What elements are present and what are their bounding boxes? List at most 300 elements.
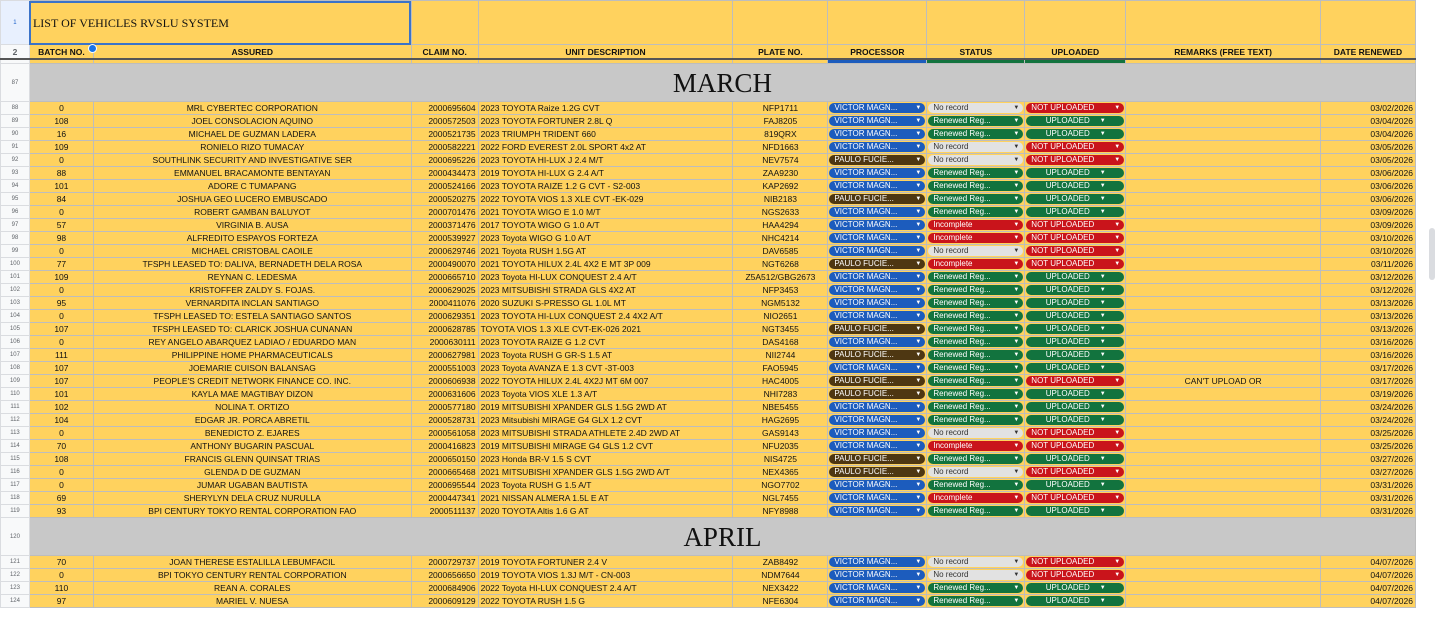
processor-dropdown-chip[interactable]	[829, 480, 925, 490]
row-number[interactable]: 118	[1, 492, 30, 505]
uploaded-dropdown-chip[interactable]	[1026, 350, 1124, 360]
status-dropdown-chip[interactable]	[928, 324, 1023, 334]
status-cell[interactable]	[927, 232, 1025, 245]
claim-cell[interactable]: 2000521735	[411, 128, 478, 141]
processor-cell[interactable]	[828, 180, 927, 193]
dropdown-arrow-icon[interactable]: ▼	[915, 482, 922, 488]
unit-cell[interactable]: 2023 TOYOTA HI-LUX J 2.4 M/T	[478, 154, 733, 167]
plate-cell[interactable]: ZAB8492	[733, 556, 828, 569]
uploaded-cell[interactable]	[1025, 245, 1126, 258]
dropdown-arrow-icon[interactable]: ▼	[915, 261, 922, 267]
assured-cell[interactable]: REY ANGELO ABARQUEZ LADIAO / EDUARDO MAN	[93, 336, 411, 349]
remarks-cell[interactable]	[1126, 102, 1321, 115]
status-dropdown-chip[interactable]	[928, 415, 1023, 425]
batch-cell[interactable]: 109	[29, 271, 93, 284]
unit-cell[interactable]: 2023 Toyota HI-LUX CONQUEST 2.4 A/T	[478, 271, 733, 284]
uploaded-cell[interactable]	[1025, 232, 1126, 245]
plate-cell[interactable]: DAS4168	[733, 336, 828, 349]
batch-cell[interactable]: 108	[29, 453, 93, 466]
processor-cell[interactable]	[828, 336, 927, 349]
plate-cell[interactable]: FAJ8205	[733, 115, 828, 128]
dropdown-arrow-icon[interactable]: ▼	[1013, 157, 1020, 163]
uploaded-cell[interactable]	[1025, 284, 1126, 297]
status-dropdown-chip[interactable]	[928, 583, 1023, 593]
dropdown-arrow-icon[interactable]: ▼	[1013, 209, 1020, 215]
unit-cell[interactable]: 2023 MITSUBISHI STRADA ATHLETE 2.4D 2WD AT	[478, 427, 733, 440]
assured-cell[interactable]: BENEDICTO Z. EJARES	[93, 427, 411, 440]
claim-cell[interactable]: 2000447341	[411, 492, 478, 505]
dropdown-arrow-icon[interactable]: ▼	[915, 131, 922, 137]
plate-cell[interactable]: HAA4294	[733, 219, 828, 232]
date-cell[interactable]: 03/06/2026	[1321, 180, 1416, 193]
uploaded-cell[interactable]	[1025, 336, 1126, 349]
uploaded-dropdown-chip[interactable]	[1026, 194, 1124, 204]
uploaded-dropdown-chip[interactable]	[1026, 402, 1124, 412]
status-dropdown-chip[interactable]	[928, 570, 1023, 580]
dropdown-arrow-icon[interactable]: ▼	[915, 430, 922, 436]
processor-dropdown-chip[interactable]	[829, 220, 925, 230]
status-dropdown-chip[interactable]	[928, 480, 1023, 490]
plate-cell[interactable]: NEV7574	[733, 154, 828, 167]
batch-cell[interactable]: 0	[29, 427, 93, 440]
uploaded-dropdown-chip[interactable]	[1026, 246, 1124, 256]
row-number[interactable]: 117	[1, 479, 30, 492]
uploaded-cell[interactable]	[1025, 582, 1126, 595]
dropdown-arrow-icon[interactable]: ▼	[1013, 222, 1020, 228]
uploaded-dropdown-chip[interactable]	[1026, 506, 1124, 516]
claim-cell[interactable]: 2000629351	[411, 310, 478, 323]
assured-cell[interactable]: JOEMARIE CUISON BALANSAG	[93, 362, 411, 375]
processor-cell[interactable]	[828, 427, 927, 440]
status-dropdown-chip[interactable]	[928, 207, 1023, 217]
uploaded-dropdown-chip[interactable]	[1026, 389, 1124, 399]
date-cell[interactable]: 03/10/2026	[1321, 245, 1416, 258]
uploaded-dropdown-chip[interactable]	[1026, 168, 1124, 178]
plate-cell[interactable]: NGO7702	[733, 479, 828, 492]
dropdown-arrow-icon[interactable]: ▼	[1099, 209, 1106, 215]
plate-cell[interactable]: NHI7283	[733, 388, 828, 401]
dropdown-arrow-icon[interactable]: ▼	[915, 495, 922, 501]
date-cell[interactable]: 03/04/2026	[1321, 128, 1416, 141]
processor-cell[interactable]	[828, 154, 927, 167]
plate-cell[interactable]: HAC4005	[733, 375, 828, 388]
row-number[interactable]: 96	[1, 206, 30, 219]
processor-cell[interactable]	[828, 258, 927, 271]
unit-cell[interactable]: 2021 Toyota RUSH 1.5G AT	[478, 245, 733, 258]
date-cell[interactable]: 03/25/2026	[1321, 440, 1416, 453]
unit-cell[interactable]: 2022 FORD EVEREST 2.0L SPORT 4x2 AT	[478, 141, 733, 154]
dropdown-arrow-icon[interactable]: ▼	[1099, 287, 1106, 293]
claim-cell[interactable]: 2000551003	[411, 362, 478, 375]
uploaded-dropdown-chip[interactable]	[1026, 220, 1124, 230]
status-dropdown-chip[interactable]	[928, 428, 1023, 438]
assured-cell[interactable]: BPI CENTURY TOKYO RENTAL CORPORATION FAO	[93, 505, 411, 518]
claim-cell[interactable]: 2000411076	[411, 297, 478, 310]
claim-cell[interactable]: 2000577180	[411, 401, 478, 414]
cell[interactable]	[1126, 1, 1321, 45]
remarks-cell[interactable]	[1126, 336, 1321, 349]
plate-cell[interactable]: KAP2692	[733, 180, 828, 193]
uploaded-cell[interactable]	[1025, 167, 1126, 180]
batch-cell[interactable]: 107	[29, 323, 93, 336]
processor-dropdown-chip[interactable]	[829, 337, 925, 347]
dropdown-arrow-icon[interactable]: ▼	[1099, 598, 1106, 604]
processor-cell[interactable]	[828, 232, 927, 245]
status-cell[interactable]	[927, 193, 1025, 206]
date-cell[interactable]: 03/06/2026	[1321, 167, 1416, 180]
date-cell[interactable]: 03/19/2026	[1321, 388, 1416, 401]
cell[interactable]	[478, 1, 733, 45]
batch-cell[interactable]: 0	[29, 102, 93, 115]
batch-cell[interactable]: 108	[29, 115, 93, 128]
uploaded-dropdown-chip[interactable]	[1026, 441, 1124, 451]
plate-cell[interactable]: NFP3453	[733, 284, 828, 297]
row-number[interactable]: 120	[1, 518, 30, 556]
uploaded-cell[interactable]	[1025, 414, 1126, 427]
uploaded-cell[interactable]	[1025, 115, 1126, 128]
dropdown-arrow-icon[interactable]: ▼	[1099, 417, 1106, 423]
batch-cell[interactable]: 84	[29, 193, 93, 206]
processor-cell[interactable]	[828, 492, 927, 505]
status-cell[interactable]	[927, 466, 1025, 479]
dropdown-arrow-icon[interactable]: ▼	[1099, 300, 1106, 306]
dropdown-arrow-icon[interactable]: ▼	[915, 209, 922, 215]
processor-cell[interactable]	[828, 440, 927, 453]
row-number[interactable]: 122	[1, 569, 30, 582]
unit-cell[interactable]: 2023 TOYOTA RAIZE 1.2 G CVT - S2-003	[478, 180, 733, 193]
status-dropdown-chip[interactable]	[928, 363, 1023, 373]
status-dropdown-chip[interactable]	[928, 168, 1023, 178]
status-cell[interactable]	[927, 154, 1025, 167]
batch-cell[interactable]: 0	[29, 206, 93, 219]
dropdown-arrow-icon[interactable]: ▼	[1013, 391, 1020, 397]
uploaded-cell[interactable]	[1025, 362, 1126, 375]
row-number[interactable]: 105	[1, 323, 30, 336]
dropdown-arrow-icon[interactable]: ▼	[1114, 572, 1121, 578]
plate-cell[interactable]: NIB2183	[733, 193, 828, 206]
header-batch-no[interactable]: BATCH NO.	[29, 45, 93, 60]
remarks-cell[interactable]	[1126, 505, 1321, 518]
claim-cell[interactable]: 2000701476	[411, 206, 478, 219]
plate-cell[interactable]: 819QRX	[733, 128, 828, 141]
unit-cell[interactable]: 2022 TOYOTA HILUX 2.4L 4X2J MT 6M 007	[478, 375, 733, 388]
dropdown-arrow-icon[interactable]: ▼	[1013, 559, 1020, 565]
row-number[interactable]: 106	[1, 336, 30, 349]
remarks-cell[interactable]	[1126, 245, 1321, 258]
processor-dropdown-chip[interactable]	[829, 428, 925, 438]
remarks-cell[interactable]	[1126, 401, 1321, 414]
dropdown-arrow-icon[interactable]: ▼	[1099, 274, 1106, 280]
remarks-cell[interactable]	[1126, 297, 1321, 310]
assured-cell[interactable]: SOUTHLINK SECURITY AND INVESTIGATIVE SER	[93, 154, 411, 167]
status-cell[interactable]	[927, 206, 1025, 219]
claim-cell[interactable]: 2000524166	[411, 180, 478, 193]
row-number[interactable]: 119	[1, 505, 30, 518]
remarks-cell[interactable]	[1126, 427, 1321, 440]
unit-cell[interactable]: 2022 Toyota HI-LUX CONQUEST 2.4 A/T	[478, 582, 733, 595]
status-cell[interactable]	[927, 128, 1025, 141]
batch-cell[interactable]: 93	[29, 505, 93, 518]
date-cell[interactable]: 03/24/2026	[1321, 401, 1416, 414]
date-cell[interactable]: 03/31/2026	[1321, 505, 1416, 518]
batch-cell[interactable]: 97	[29, 595, 93, 608]
dropdown-arrow-icon[interactable]: ▼	[1013, 144, 1020, 150]
dropdown-arrow-icon[interactable]: ▼	[1099, 585, 1106, 591]
dropdown-arrow-icon[interactable]: ▼	[1013, 118, 1020, 124]
uploaded-dropdown-chip[interactable]	[1026, 376, 1124, 386]
uploaded-dropdown-chip[interactable]	[1026, 337, 1124, 347]
status-cell[interactable]	[927, 323, 1025, 336]
dropdown-arrow-icon[interactable]: ▼	[1013, 313, 1020, 319]
dropdown-arrow-icon[interactable]: ▼	[1114, 105, 1121, 111]
date-cell[interactable]: 03/25/2026	[1321, 427, 1416, 440]
status-dropdown-chip[interactable]	[928, 103, 1023, 113]
remarks-cell[interactable]	[1126, 362, 1321, 375]
plate-cell[interactable]: NDM7644	[733, 569, 828, 582]
uploaded-dropdown-chip[interactable]	[1026, 493, 1124, 503]
status-cell[interactable]	[927, 141, 1025, 154]
uploaded-dropdown-chip[interactable]	[1026, 103, 1124, 113]
date-cell[interactable]: 04/07/2026	[1321, 556, 1416, 569]
uploaded-dropdown-chip[interactable]	[1026, 155, 1124, 165]
processor-dropdown-chip[interactable]	[829, 363, 925, 373]
plate-cell[interactable]: NII2744	[733, 349, 828, 362]
dropdown-arrow-icon[interactable]: ▼	[1013, 430, 1020, 436]
dropdown-arrow-icon[interactable]: ▼	[1013, 352, 1020, 358]
dropdown-arrow-icon[interactable]: ▼	[915, 598, 922, 604]
status-cell[interactable]	[927, 401, 1025, 414]
processor-cell[interactable]	[828, 569, 927, 582]
claim-cell[interactable]: 2000539927	[411, 232, 478, 245]
processor-dropdown-chip[interactable]	[829, 116, 925, 126]
processor-dropdown-chip[interactable]	[829, 103, 925, 113]
uploaded-cell[interactable]	[1025, 297, 1126, 310]
row-number[interactable]: 97	[1, 219, 30, 232]
dropdown-arrow-icon[interactable]: ▼	[1099, 183, 1106, 189]
dropdown-arrow-icon[interactable]: ▼	[1099, 131, 1106, 137]
dropdown-arrow-icon[interactable]: ▼	[1013, 196, 1020, 202]
status-dropdown-chip[interactable]	[928, 142, 1023, 152]
dropdown-arrow-icon[interactable]: ▼	[1114, 430, 1121, 436]
row-number[interactable]: 98	[1, 232, 30, 245]
processor-dropdown-chip[interactable]	[829, 207, 925, 217]
status-dropdown-chip[interactable]	[928, 441, 1023, 451]
remarks-cell[interactable]	[1126, 349, 1321, 362]
dropdown-arrow-icon[interactable]: ▼	[1013, 339, 1020, 345]
unit-cell[interactable]: 2019 TOYOTA HI-LUX G 2.4 A/T	[478, 167, 733, 180]
plate-cell[interactable]: HAG2695	[733, 414, 828, 427]
remarks-cell[interactable]	[1126, 595, 1321, 608]
uploaded-dropdown-chip[interactable]	[1026, 285, 1124, 295]
batch-cell[interactable]: 70	[29, 556, 93, 569]
header-claim-no[interactable]: CLAIM NO.	[411, 45, 478, 60]
assured-cell[interactable]: TFSPH LEASED TO: ESTELA SANTIAGO SANTOS	[93, 310, 411, 323]
unit-cell[interactable]: TOYOTA VIOS 1.3 XLE CVT-EK-026 2021	[478, 323, 733, 336]
processor-cell[interactable]	[828, 582, 927, 595]
remarks-cell[interactable]	[1126, 323, 1321, 336]
dropdown-arrow-icon[interactable]: ▼	[1114, 248, 1121, 254]
batch-cell[interactable]: 98	[29, 232, 93, 245]
status-cell[interactable]	[927, 271, 1025, 284]
uploaded-cell[interactable]	[1025, 595, 1126, 608]
processor-dropdown-chip[interactable]	[829, 506, 925, 516]
dropdown-arrow-icon[interactable]: ▼	[1099, 404, 1106, 410]
uploaded-cell[interactable]	[1025, 102, 1126, 115]
dropdown-arrow-icon[interactable]: ▼	[915, 339, 922, 345]
remarks-cell[interactable]	[1126, 453, 1321, 466]
claim-cell[interactable]: 2000627981	[411, 349, 478, 362]
dropdown-arrow-icon[interactable]: ▼	[915, 585, 922, 591]
plate-cell[interactable]: NEX4365	[733, 466, 828, 479]
claim-cell[interactable]: 2000729737	[411, 556, 478, 569]
dropdown-arrow-icon[interactable]: ▼	[915, 508, 922, 514]
dropdown-arrow-icon[interactable]: ▼	[915, 404, 922, 410]
assured-cell[interactable]: TFSPH LEASED TO: CLARICK JOSHUA CUNANAN	[93, 323, 411, 336]
assured-cell[interactable]: ROBERT GAMBAN BALUYOT	[93, 206, 411, 219]
dropdown-arrow-icon[interactable]: ▼	[915, 391, 922, 397]
dropdown-arrow-icon[interactable]: ▼	[1013, 508, 1020, 514]
status-dropdown-chip[interactable]	[928, 596, 1023, 606]
assured-cell[interactable]: MARIEL V. NUESA	[93, 595, 411, 608]
uploaded-cell[interactable]	[1025, 310, 1126, 323]
processor-dropdown-chip[interactable]	[829, 272, 925, 282]
header-date-renewed[interactable]: DATE RENEWED	[1321, 45, 1416, 60]
batch-cell[interactable]: 109	[29, 141, 93, 154]
remarks-cell[interactable]	[1126, 440, 1321, 453]
uploaded-cell[interactable]	[1025, 569, 1126, 582]
cell[interactable]	[927, 1, 1025, 45]
remarks-cell[interactable]: CAN'T UPLOAD OR	[1126, 375, 1321, 388]
claim-cell[interactable]: 2000434473	[411, 167, 478, 180]
processor-cell[interactable]	[828, 556, 927, 569]
plate-cell[interactable]: FAO5945	[733, 362, 828, 375]
processor-dropdown-chip[interactable]	[829, 415, 925, 425]
claim-cell[interactable]: 2000416823	[411, 440, 478, 453]
processor-cell[interactable]	[828, 323, 927, 336]
status-dropdown-chip[interactable]	[928, 116, 1023, 126]
dropdown-arrow-icon[interactable]: ▼	[1013, 495, 1020, 501]
date-cell[interactable]: 03/12/2026	[1321, 271, 1416, 284]
status-dropdown-chip[interactable]	[928, 181, 1023, 191]
uploaded-cell[interactable]	[1025, 141, 1126, 154]
dropdown-arrow-icon[interactable]: ▼	[1013, 183, 1020, 189]
dropdown-arrow-icon[interactable]: ▼	[1099, 391, 1106, 397]
remarks-cell[interactable]	[1126, 556, 1321, 569]
assured-cell[interactable]: JOEL CONSOLACION AQUINO	[93, 115, 411, 128]
assured-cell[interactable]: REYNAN C. LEDESMA	[93, 271, 411, 284]
dropdown-arrow-icon[interactable]: ▼	[1013, 469, 1020, 475]
plate-cell[interactable]: NGM5132	[733, 297, 828, 310]
date-cell[interactable]: 03/10/2026	[1321, 232, 1416, 245]
dropdown-arrow-icon[interactable]: ▼	[915, 235, 922, 241]
status-dropdown-chip[interactable]	[928, 233, 1023, 243]
batch-cell[interactable]: 0	[29, 466, 93, 479]
processor-cell[interactable]	[828, 115, 927, 128]
uploaded-cell[interactable]	[1025, 505, 1126, 518]
remarks-cell[interactable]	[1126, 167, 1321, 180]
unit-cell[interactable]: 2023 Toyota RUSH G 1.5 A/T	[478, 479, 733, 492]
assured-cell[interactable]: BPI TOKYO CENTURY RENTAL CORPORATION	[93, 569, 411, 582]
dropdown-arrow-icon[interactable]: ▼	[1099, 456, 1106, 462]
uploaded-cell[interactable]	[1025, 453, 1126, 466]
dropdown-arrow-icon[interactable]: ▼	[915, 222, 922, 228]
date-cell[interactable]: 03/13/2026	[1321, 297, 1416, 310]
status-cell[interactable]	[927, 310, 1025, 323]
cell[interactable]	[411, 1, 478, 45]
uploaded-dropdown-chip[interactable]	[1026, 207, 1124, 217]
unit-cell[interactable]: 2017 TOYOTA WIGO G 1.0 A/T	[478, 219, 733, 232]
remarks-cell[interactable]	[1126, 232, 1321, 245]
batch-cell[interactable]: 107	[29, 362, 93, 375]
dropdown-arrow-icon[interactable]: ▼	[1013, 105, 1020, 111]
uploaded-cell[interactable]	[1025, 440, 1126, 453]
uploaded-cell[interactable]	[1025, 479, 1126, 492]
claim-cell[interactable]: 2000371476	[411, 219, 478, 232]
uploaded-cell[interactable]	[1025, 388, 1126, 401]
date-cell[interactable]: 03/17/2026	[1321, 375, 1416, 388]
assured-cell[interactable]: SHERYLYN DELA CRUZ NURULLA	[93, 492, 411, 505]
status-cell[interactable]	[927, 297, 1025, 310]
processor-dropdown-chip[interactable]	[829, 233, 925, 243]
processor-dropdown-chip[interactable]	[829, 129, 925, 139]
uploaded-dropdown-chip[interactable]	[1026, 272, 1124, 282]
batch-cell[interactable]: 0	[29, 154, 93, 167]
row-number[interactable]: 112	[1, 414, 30, 427]
status-dropdown-chip[interactable]	[928, 311, 1023, 321]
status-cell[interactable]	[927, 336, 1025, 349]
uploaded-dropdown-chip[interactable]	[1026, 363, 1124, 373]
claim-cell[interactable]: 2000609129	[411, 595, 478, 608]
status-dropdown-chip[interactable]	[928, 259, 1023, 269]
batch-cell[interactable]: 107	[29, 375, 93, 388]
assured-cell[interactable]: ANTHONY BUGARIN PASCUAL	[93, 440, 411, 453]
remarks-cell[interactable]	[1126, 492, 1321, 505]
status-cell[interactable]	[927, 258, 1025, 271]
processor-dropdown-chip[interactable]	[829, 246, 925, 256]
row-number[interactable]: 99	[1, 245, 30, 258]
status-dropdown-chip[interactable]	[928, 402, 1023, 412]
status-dropdown-chip[interactable]	[928, 493, 1023, 503]
processor-dropdown-chip[interactable]	[829, 596, 925, 606]
plate-cell[interactable]: NGS2633	[733, 206, 828, 219]
processor-dropdown-chip[interactable]	[829, 441, 925, 451]
status-dropdown-chip[interactable]	[928, 454, 1023, 464]
unit-cell[interactable]: 2019 TOYOTA VIOS 1.3J M/T - CN-003	[478, 569, 733, 582]
uploaded-dropdown-chip[interactable]	[1026, 454, 1124, 464]
uploaded-dropdown-chip[interactable]	[1026, 298, 1124, 308]
claim-cell[interactable]: 2000665468	[411, 466, 478, 479]
processor-cell[interactable]	[828, 466, 927, 479]
dropdown-arrow-icon[interactable]: ▼	[915, 378, 922, 384]
unit-cell[interactable]: 2023 Honda BR-V 1.5 S CVT	[478, 453, 733, 466]
unit-cell[interactable]: 2021 TOYOTA WIGO E 1.0 M/T	[478, 206, 733, 219]
cell[interactable]	[1321, 1, 1416, 45]
dropdown-arrow-icon[interactable]: ▼	[1099, 313, 1106, 319]
selection-fill-handle[interactable]	[88, 44, 97, 53]
claim-cell[interactable]: 2000528731	[411, 414, 478, 427]
dropdown-arrow-icon[interactable]: ▼	[915, 443, 922, 449]
claim-cell[interactable]: 2000629025	[411, 284, 478, 297]
row-number[interactable]: 116	[1, 466, 30, 479]
plate-cell[interactable]: DAV6585	[733, 245, 828, 258]
processor-dropdown-chip[interactable]	[829, 350, 925, 360]
dropdown-arrow-icon[interactable]: ▼	[1013, 300, 1020, 306]
uploaded-cell[interactable]	[1025, 206, 1126, 219]
processor-cell[interactable]	[828, 284, 927, 297]
processor-dropdown-chip[interactable]	[829, 583, 925, 593]
dropdown-arrow-icon[interactable]: ▼	[1099, 339, 1106, 345]
status-cell[interactable]	[927, 284, 1025, 297]
